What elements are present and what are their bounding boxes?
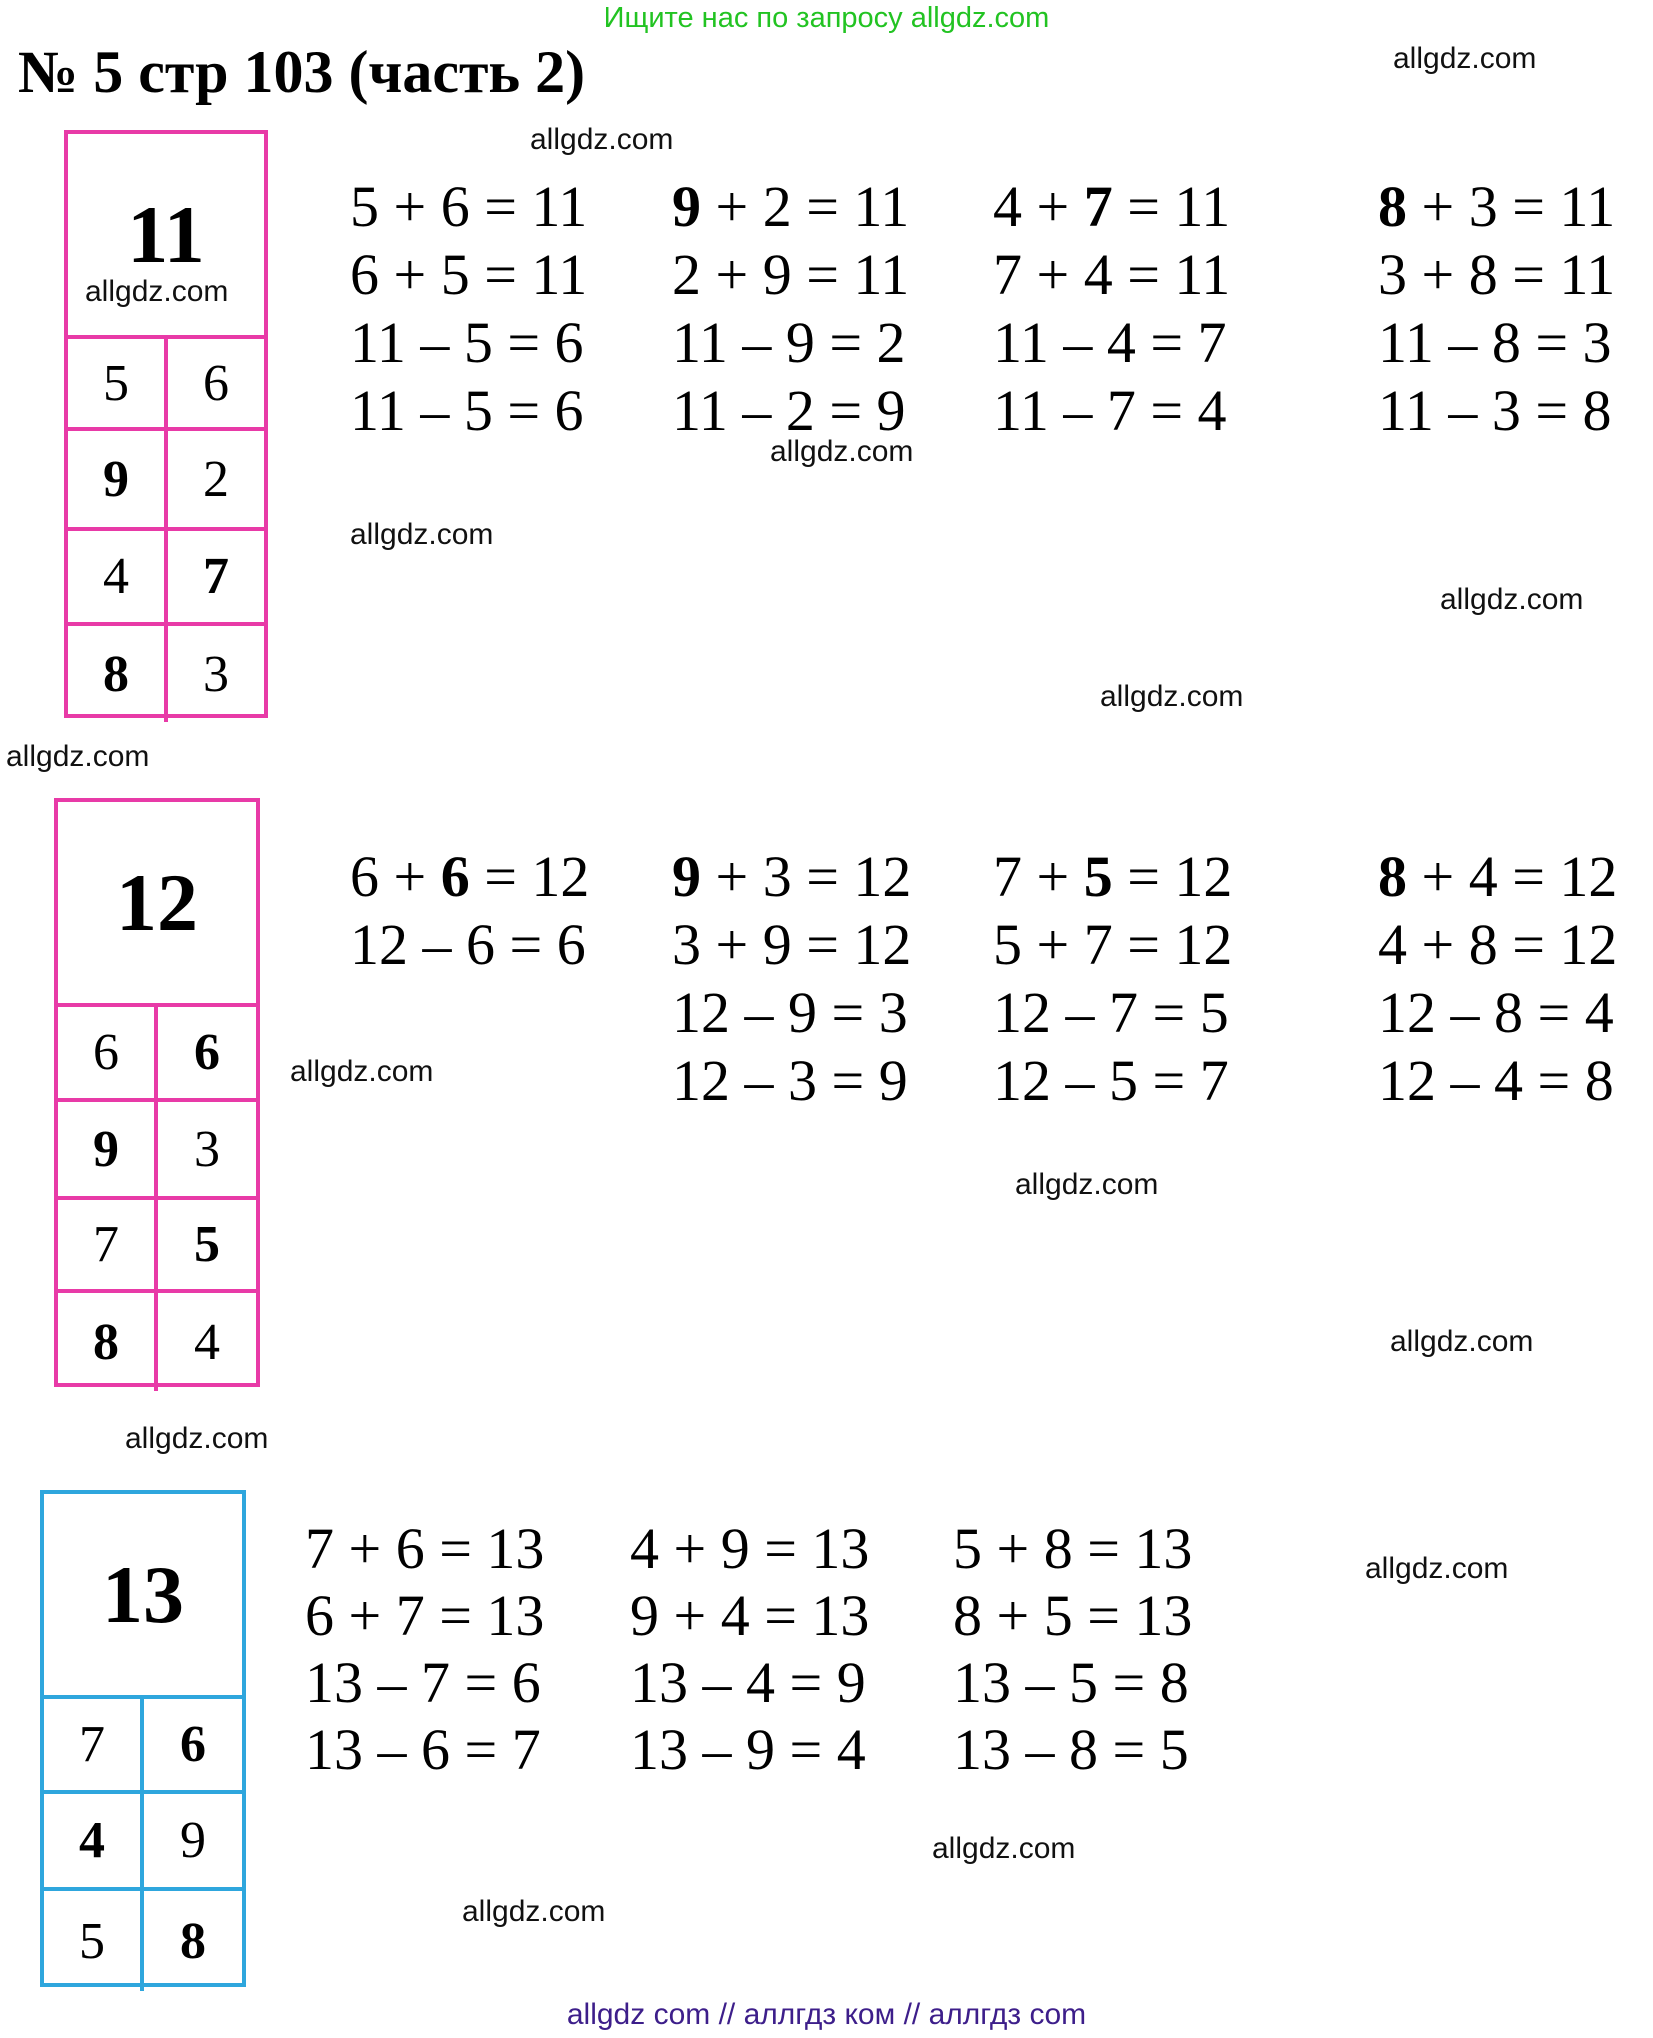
house-cell: 2 bbox=[168, 431, 264, 531]
equation-text: = 12 bbox=[469, 844, 590, 909]
house-cell: 5 bbox=[68, 339, 168, 431]
watermark: allgdz.com bbox=[350, 518, 494, 551]
equation-bold-term: 6 bbox=[440, 844, 470, 909]
number-house-11 bbox=[64, 130, 268, 718]
equation-text: 12 – 6 = 6 bbox=[350, 912, 586, 977]
equation-line bbox=[953, 1516, 1193, 1581]
equation-line bbox=[993, 174, 1231, 239]
house-cell: 7 bbox=[44, 1699, 144, 1794]
watermark: allgdz.com bbox=[6, 740, 150, 773]
equation-line bbox=[1378, 844, 1618, 909]
equation-line bbox=[993, 844, 1233, 909]
equation-text: 11 – 8 = 3 bbox=[1378, 310, 1612, 375]
equation-text: 8 + 5 = 13 bbox=[953, 1583, 1193, 1648]
equation-text: + 3 = 11 bbox=[1407, 174, 1616, 239]
equation-line bbox=[350, 378, 584, 443]
equation-text: + 2 = 11 bbox=[701, 174, 910, 239]
number-house-12 bbox=[54, 798, 260, 1387]
equation-line bbox=[672, 174, 910, 239]
equation-text: 12 – 3 = 9 bbox=[672, 1048, 908, 1113]
equation-line bbox=[1378, 1048, 1614, 1113]
equation-line bbox=[305, 1717, 541, 1782]
house-cell: 3 bbox=[158, 1102, 256, 1200]
equation-line bbox=[953, 1717, 1189, 1782]
house-cell: 6 bbox=[158, 1007, 256, 1102]
equation-text: 7 + 6 = 13 bbox=[305, 1516, 545, 1581]
equation-text: 13 – 9 = 4 bbox=[630, 1717, 866, 1782]
equation-text: 4 + 8 = 12 bbox=[1378, 912, 1618, 977]
house-cell: 4 bbox=[194, 1313, 220, 1371]
house-cell: 5 bbox=[44, 1891, 144, 1991]
equation-line bbox=[993, 310, 1227, 375]
watermark: allgdz.com bbox=[125, 1422, 269, 1455]
equation-bold-term: 7 bbox=[1083, 174, 1113, 239]
house-cell: 6 bbox=[58, 1007, 158, 1102]
equation-bold-term: 5 bbox=[1083, 844, 1113, 909]
equation-text: 5 + 8 = 13 bbox=[953, 1516, 1193, 1581]
equation-text: 12 – 8 = 4 bbox=[1378, 980, 1614, 1045]
equation-text: = 12 bbox=[1112, 844, 1233, 909]
equation-text: 13 – 7 = 6 bbox=[305, 1650, 541, 1715]
equation-text: 3 + 8 = 11 bbox=[1378, 242, 1616, 307]
equation-line bbox=[630, 1717, 866, 1782]
equation-line bbox=[350, 242, 588, 307]
house-cell: 8 bbox=[68, 626, 168, 722]
equation-line bbox=[672, 1048, 908, 1113]
watermark: allgdz.com bbox=[932, 1832, 1076, 1865]
house-cell: 8 bbox=[58, 1293, 158, 1391]
number-house-13 bbox=[40, 1490, 246, 1987]
equation-line bbox=[350, 310, 584, 375]
equation-line bbox=[350, 844, 590, 909]
equation-text: 6 + 7 = 13 bbox=[305, 1583, 545, 1648]
equation-text: 11 – 3 = 8 bbox=[1378, 378, 1612, 443]
house-cell: 9 bbox=[58, 1102, 158, 1200]
equation-text: 6 + 5 = 11 bbox=[350, 242, 588, 307]
watermark: allgdz.com bbox=[1015, 1168, 1159, 1201]
equation-bold-term: 9 bbox=[672, 844, 701, 909]
equation-text: 7 + bbox=[993, 844, 1084, 909]
equation-bold-term: 8 bbox=[1378, 174, 1407, 239]
watermark: allgdz.com bbox=[290, 1055, 434, 1088]
equation-text: 12 – 9 = 3 bbox=[672, 980, 908, 1045]
house-cell: 4 bbox=[44, 1794, 144, 1891]
equation-line bbox=[993, 242, 1231, 307]
equation-text: + 3 = 12 bbox=[701, 844, 912, 909]
equation-text: 13 – 4 = 9 bbox=[630, 1650, 866, 1715]
equation-line bbox=[953, 1583, 1193, 1648]
equation-text: 11 – 9 = 2 bbox=[672, 310, 906, 375]
equation-line bbox=[953, 1650, 1189, 1715]
equation-line bbox=[672, 242, 910, 307]
watermark: allgdz.com bbox=[1393, 42, 1537, 75]
watermark: allgdz.com bbox=[1390, 1325, 1534, 1358]
equation-line bbox=[672, 844, 912, 909]
house-roof-number: 12 bbox=[58, 802, 256, 1007]
watermark: allgdz.com bbox=[462, 1895, 606, 1928]
equation-text: 11 – 5 = 6 bbox=[350, 378, 584, 443]
equation-text: 2 + 9 = 11 bbox=[672, 242, 910, 307]
equation-line bbox=[1378, 310, 1612, 375]
watermark: allgdz.com bbox=[1440, 583, 1584, 616]
house-cell: 6 bbox=[144, 1699, 242, 1794]
equation-text: 11 – 7 = 4 bbox=[993, 378, 1227, 443]
equation-line bbox=[1378, 980, 1614, 1045]
equation-text: 4 + 9 = 13 bbox=[630, 1516, 870, 1581]
equation-text: 12 – 4 = 8 bbox=[1378, 1048, 1614, 1113]
equation-line bbox=[672, 378, 906, 443]
house-cell: 7 bbox=[168, 531, 264, 626]
equation-line bbox=[672, 980, 908, 1045]
house-cell: 4 bbox=[68, 531, 168, 626]
equation-line bbox=[630, 1583, 870, 1648]
equation-text: 4 + bbox=[993, 174, 1084, 239]
equation-line bbox=[672, 310, 906, 375]
equation-line bbox=[993, 378, 1227, 443]
house-cell: 9 bbox=[68, 431, 168, 531]
equation-line bbox=[350, 174, 588, 239]
equation-line bbox=[1378, 378, 1612, 443]
equation-line bbox=[672, 912, 912, 977]
watermark: allgdz.com bbox=[85, 275, 229, 308]
search-hint-link[interactable]: Ищите нас по запросу allgdz.com bbox=[603, 2, 1050, 34]
equation-text: 7 + 4 = 11 bbox=[993, 242, 1231, 307]
watermark: allgdz.com bbox=[1100, 680, 1244, 713]
house-cell: 7 bbox=[58, 1200, 158, 1293]
equation-text: 11 – 5 = 6 bbox=[350, 310, 584, 375]
footer-links: allgdz com // аллгдз ком // аллгдз com bbox=[566, 1998, 1087, 2031]
equation-text: 13 – 6 = 7 bbox=[305, 1717, 541, 1782]
equation-text: 12 – 7 = 5 bbox=[993, 980, 1229, 1045]
house-cell: 8 bbox=[180, 1912, 206, 1970]
house-cell: 9 bbox=[144, 1794, 242, 1891]
equation-line bbox=[993, 1048, 1229, 1113]
equation-bold-term: 9 bbox=[672, 174, 701, 239]
equation-line bbox=[630, 1650, 866, 1715]
equation-bold-term: 8 bbox=[1378, 844, 1407, 909]
house-cell: 3 bbox=[203, 645, 229, 703]
equation-text: + 4 = 12 bbox=[1407, 844, 1618, 909]
equation-text: 11 – 2 = 9 bbox=[672, 378, 906, 443]
watermark: allgdz.com bbox=[770, 435, 914, 468]
equation-line bbox=[1378, 242, 1616, 307]
equation-text: 12 – 5 = 7 bbox=[993, 1048, 1229, 1113]
watermark: allgdz.com bbox=[530, 123, 674, 156]
house-roof-number: 13 bbox=[44, 1494, 242, 1699]
equation-text: 5 + 7 = 12 bbox=[993, 912, 1233, 977]
equation-line bbox=[305, 1516, 545, 1581]
equation-line bbox=[1378, 912, 1618, 977]
equation-text: 13 – 5 = 8 bbox=[953, 1650, 1189, 1715]
equation-line bbox=[993, 912, 1233, 977]
house-cell: 6 bbox=[168, 339, 264, 431]
equation-text: 3 + 9 = 12 bbox=[672, 912, 912, 977]
equation-line bbox=[1378, 174, 1616, 239]
equation-text: 6 + bbox=[350, 844, 441, 909]
equation-text: 9 + 4 = 13 bbox=[630, 1583, 870, 1648]
page-title: № 5 стр 103 (часть 2) bbox=[18, 39, 586, 105]
equation-line bbox=[350, 912, 586, 977]
equation-text: 5 + 6 = 11 bbox=[350, 174, 588, 239]
equation-line bbox=[993, 980, 1229, 1045]
equation-line bbox=[305, 1650, 541, 1715]
equation-text: = 11 bbox=[1112, 174, 1231, 239]
equation-text: 13 – 8 = 5 bbox=[953, 1717, 1189, 1782]
house-cell: 5 bbox=[158, 1200, 256, 1293]
equation-line bbox=[630, 1516, 870, 1581]
equation-text: 11 – 4 = 7 bbox=[993, 310, 1227, 375]
house-roof-number: 11 bbox=[68, 134, 264, 339]
equation-line bbox=[305, 1583, 545, 1648]
watermark: allgdz.com bbox=[1365, 1552, 1509, 1585]
